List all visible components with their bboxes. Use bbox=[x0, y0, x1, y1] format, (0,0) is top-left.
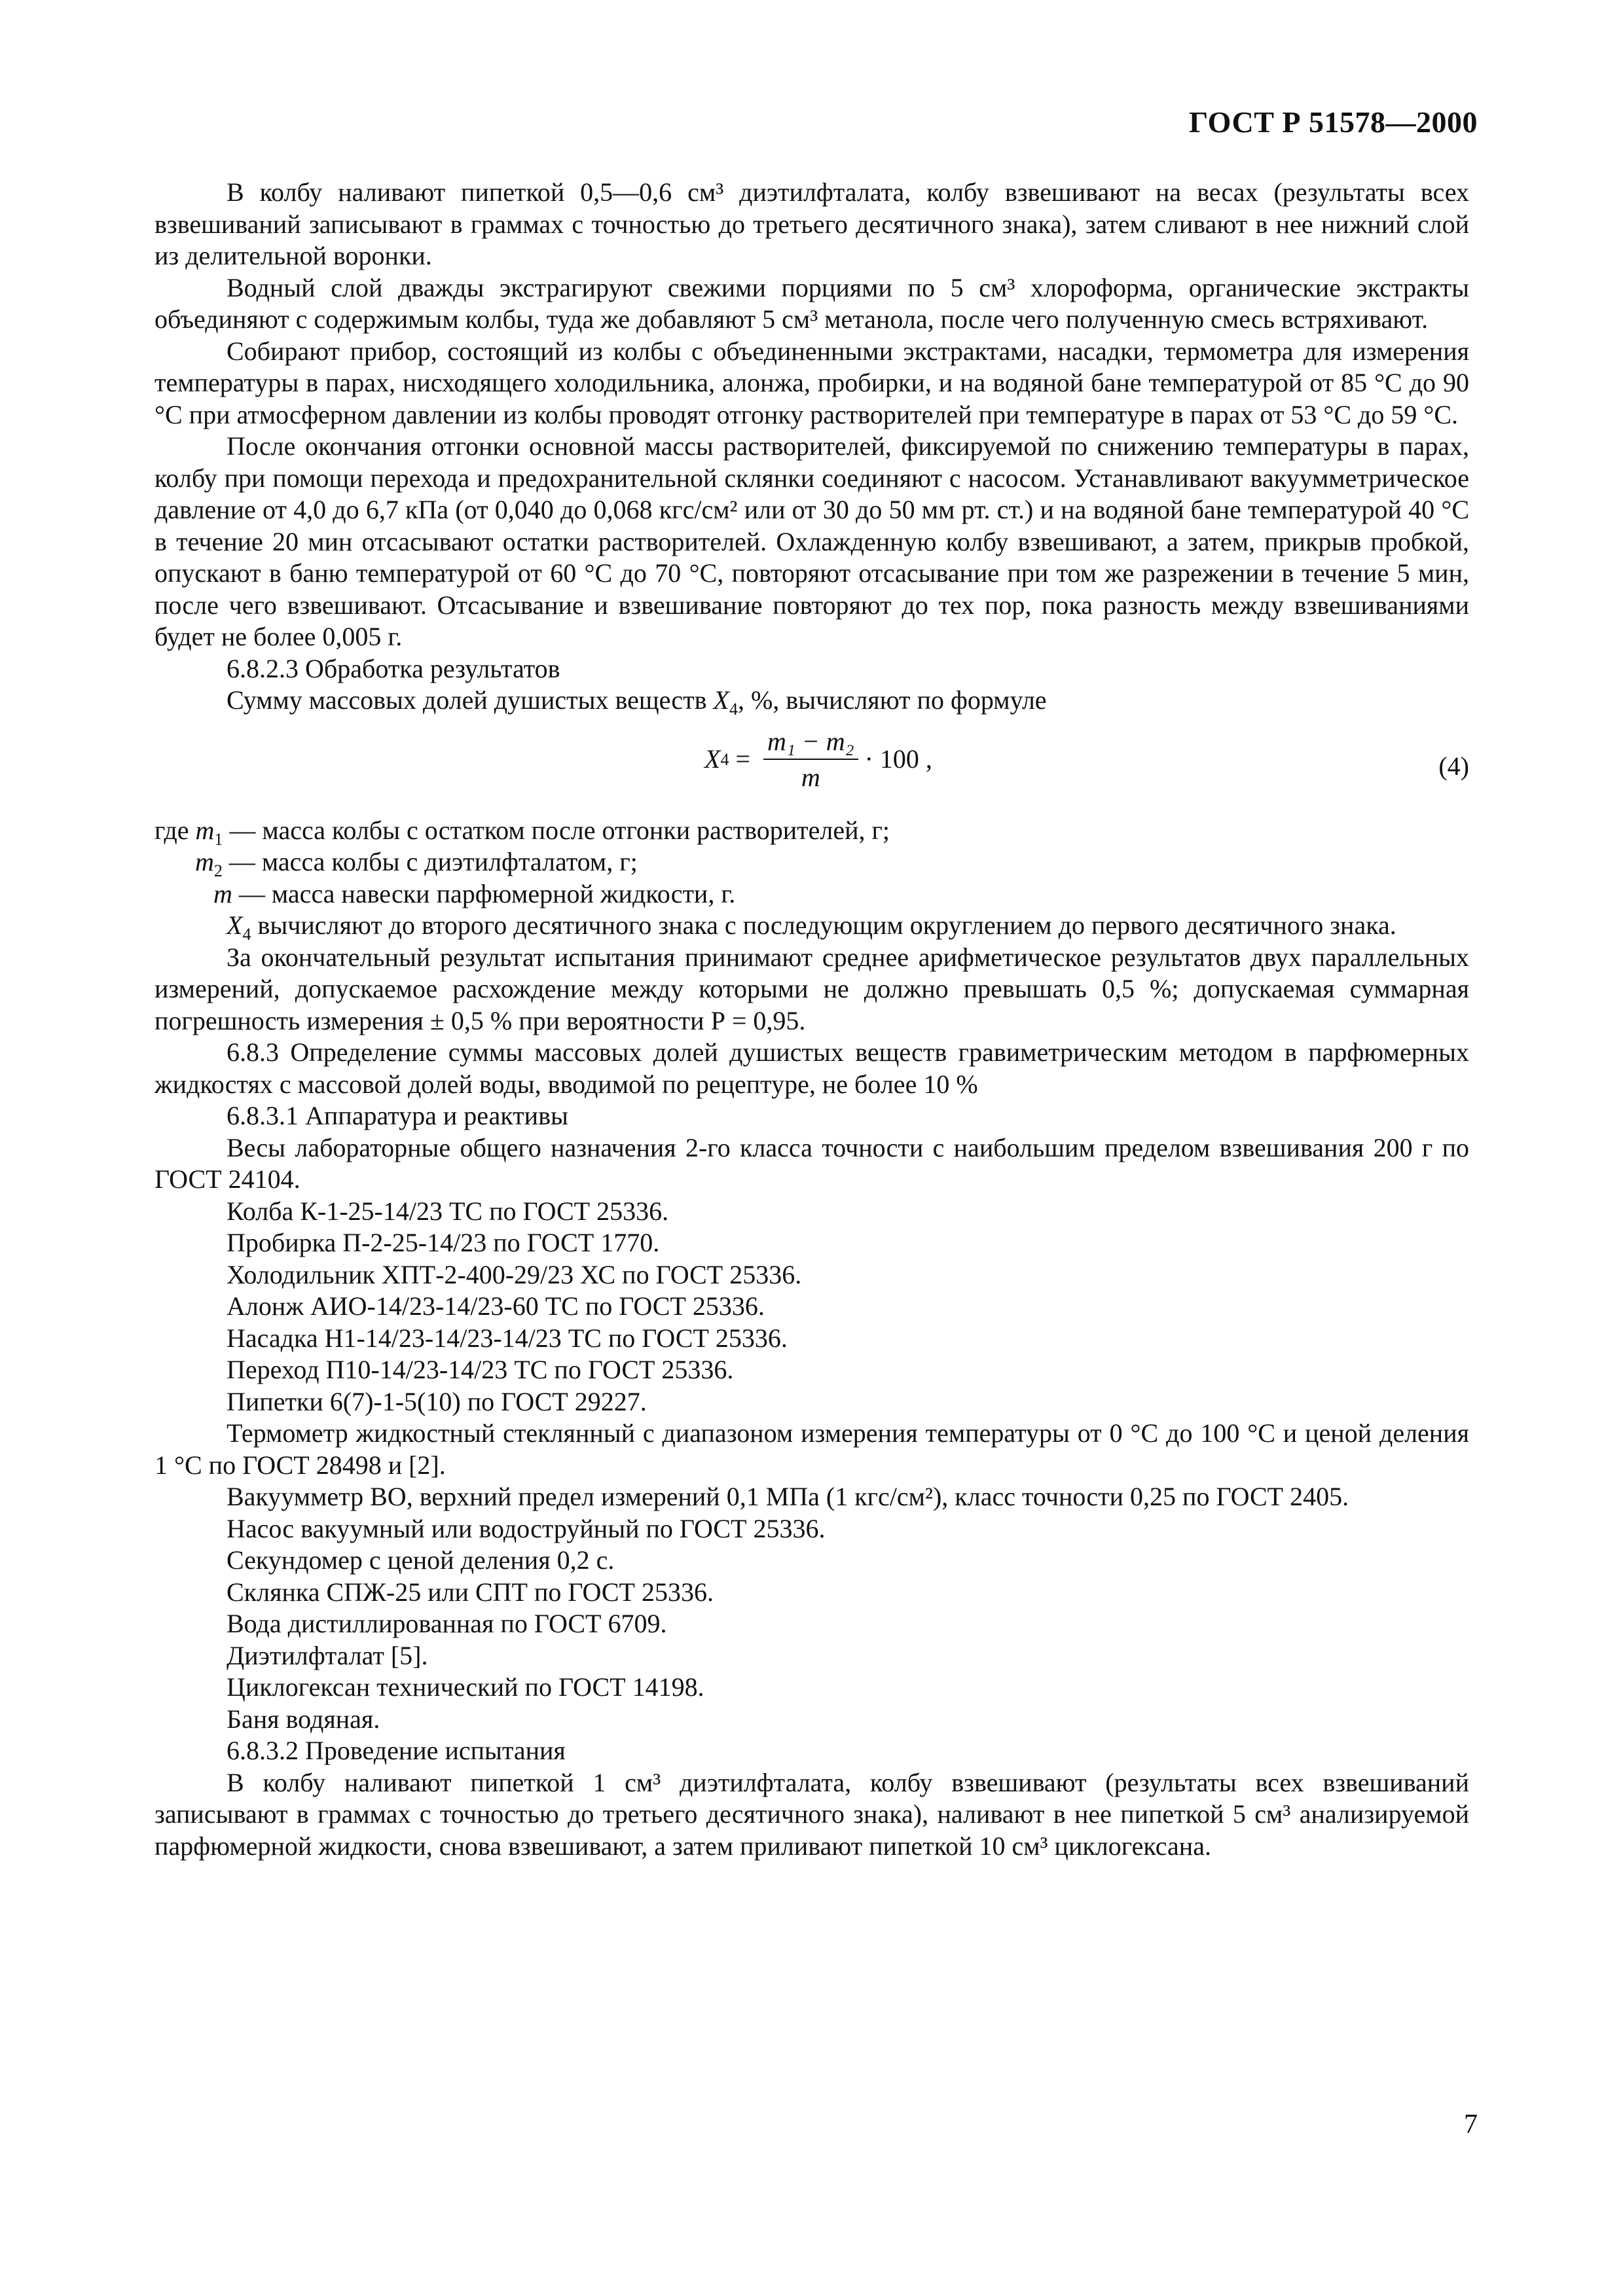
paragraph: Весы лабораторные общего назначения 2-го класса точности с наибольшим пределом взвешивания 200 г по ГОСТ 24104. bbox=[155, 1132, 1469, 1194]
section-heading: 6.8.2.3 Обработка результатов bbox=[227, 653, 560, 683]
text-span: Сумму массовых долей душистых веществ bbox=[227, 685, 714, 715]
list-item: Холодильник ХПТ-2-400-29/23 ХС по ГОСТ 25336. bbox=[227, 1259, 802, 1289]
section-heading: 6.8.3.1 Аппаратура и реактивы bbox=[227, 1101, 568, 1130]
legend-line bbox=[155, 878, 1469, 910]
subscript: 4 bbox=[242, 925, 251, 944]
text-span: где bbox=[155, 815, 196, 845]
variable: m bbox=[195, 847, 214, 876]
paragraph: После окончания отгонки основной массы растворителей, фиксируемой по снижению температуры в парах, колбу при помощи перехода и предохранительной склянки соединяют с насосом. Устанавливают вакуумметрическое давление от 4,0 до 6,7 кПа (от 0,040 до 0,068 кгс/см² или от 30 до 50 мм рт. ст.) и на водяной бане температурой 40 °С в течение 20 мин отсасывают остатки растворителей. Охлажденную колбу взвешивают, а затем, прикрыв пробкой, опускают в баню температурой от 60 °С до 70 °С, повторяют отсасывание при том же разрежении в течение 5 мин, после чего взвешивают. Отсасывание и взвешивание повторяют до тех пор, пока разность между взвешиваниями будет не более 0,005 г. bbox=[155, 431, 1469, 651]
text-span: — масса колбы с остатком после отгонки растворителей, г; bbox=[223, 815, 890, 845]
formula-expression: X 4 = $\frac{\text{m₁ − m₂}}{m}$ · 100 , bbox=[704, 726, 932, 792]
paragraph bbox=[155, 910, 1469, 942]
paragraph: За окончательный результат испытания принимают среднее арифметическое результатов двух параллельных измерений, допускаемое расхождение между которыми не должно превышать 0,5 %; допускаемая суммарная погрешность измерения ± 0,5 % при вероятности Р = 0,95. bbox=[155, 942, 1469, 1035]
paragraph: В колбу наливают пипеткой 1 см³ диэтилфталата, колбу взвешивают (результаты всех взвешиваний записывают в граммах с точностью до третьего десятичного знака), наливают в нее пипеткой 5 см³ анализируемой парфюмерной жидкости, снова взвешивают, а затем приливают пипеткой 10 см³ циклогексана. bbox=[155, 1767, 1469, 1861]
formula-tail: · 100 , bbox=[864, 744, 932, 774]
formula-4 bbox=[155, 722, 1469, 806]
text-span: — масса колбы с диэтилфталатом, г; bbox=[222, 847, 638, 876]
formula-numerator: m₁ − m₂ bbox=[763, 727, 858, 760]
section-heading: 6.8.3 Определение суммы массовых долей душистых веществ гравиметрическим методом в парфюмерных жидкостях с массовой долей воды, вводимой по рецептуре, не более 10 % bbox=[155, 1037, 1469, 1099]
document-body bbox=[155, 177, 1469, 1862]
variable: X bbox=[713, 685, 729, 715]
formula-equals: = bbox=[729, 744, 757, 774]
list-item: Диэтилфталат [5]. bbox=[227, 1640, 428, 1670]
variable: m bbox=[195, 815, 215, 845]
page-number: 7 bbox=[1464, 2109, 1478, 2140]
list-item: Пипетки 6(7)-1-5(10) по ГОСТ 29227. bbox=[227, 1386, 647, 1416]
legend-line bbox=[155, 846, 1469, 878]
section-heading: 6.8.3.2 Проведение испытания bbox=[227, 1736, 566, 1765]
subscript: 4 bbox=[729, 700, 738, 719]
formula-legend bbox=[155, 815, 1469, 910]
list-item: Насос вакуумный или водоструйный по ГОСТ 25336. bbox=[227, 1513, 826, 1543]
list-item: Переход П10-14/23-14/23 ТС по ГОСТ 25336. bbox=[227, 1355, 734, 1384]
list-item: Баня водяная. bbox=[227, 1704, 380, 1734]
formula-number: (4) bbox=[1438, 751, 1469, 781]
variable: X bbox=[227, 910, 243, 940]
list-item: Вода дистиллированная по ГОСТ 6709. bbox=[227, 1609, 667, 1638]
text-span: , %, вычисляют по формуле bbox=[737, 685, 1047, 715]
paragraph: Водный слой дважды экстрагируют свежими порциями по 5 см³ хлороформа, органические экстракты объединяют с содержимым колбы, туда же добавляют 5 см³ метанола, после чего полученную смесь встряхивают. bbox=[155, 272, 1469, 334]
document-header: ГОСТ Р 51578—2000 bbox=[1189, 105, 1478, 139]
list-item: Колба К-1-25-14/23 ТС по ГОСТ 25336. bbox=[227, 1196, 669, 1226]
list-item: Циклогексан технический по ГОСТ 14198. bbox=[227, 1672, 704, 1702]
list-item: Насадка Н1-14/23-14/23-14/23 ТС по ГОСТ 25336. bbox=[227, 1323, 788, 1353]
text-span: вычисляют до второго десятичного знака с последующим округлением до первого десятичного знака. bbox=[251, 910, 1396, 940]
paragraph bbox=[155, 685, 1469, 717]
list-item: Склянка СПЖ-25 или СПТ по ГОСТ 25336. bbox=[227, 1577, 714, 1607]
formula-denominator: m bbox=[801, 762, 820, 792]
subscript: 1 bbox=[214, 829, 223, 849]
subscript: 2 bbox=[213, 861, 223, 880]
formula-lhs-variable: X bbox=[704, 744, 721, 774]
formula-fraction bbox=[763, 727, 858, 793]
list-item: Вакуумметр ВО, верхний предел измерений 0,1 МПа (1 кгс/см²), класс точности 0,25 по ГОСТ 2405. bbox=[227, 1482, 1349, 1511]
paragraph: В колбу наливают пипеткой 0,5—0,6 см³ диэтилфталата, колбу взвешивают на весах (результаты всех взвешиваний записывают в граммах с точностью до третьего десятичного знака), затем сливают в нее нижний слой из делительной воронки. bbox=[155, 177, 1469, 270]
list-item: Алонж АИО-14/23-14/23-60 ТС по ГОСТ 25336. bbox=[227, 1291, 765, 1321]
paragraph: Собирают прибор, состоящий из колбы с объединенными экстрактами, насадки, термометра для измерения температуры в парах, нисходящего холодильника, алонжа, пробирки, и на водяной бане температурой от 85 °С до 90 °С при атмосферном давлении из колбы проводят отгонку растворителей при температуре в парах от 53 °С до 59 °С. bbox=[155, 336, 1469, 429]
list-item: Пробирка П-2-25-14/23 по ГОСТ 1770. bbox=[227, 1228, 660, 1257]
list-item: Секундомер с ценой деления 0,2 с. bbox=[227, 1545, 615, 1575]
text-span: — масса навески парфюмерной жидкости, г. bbox=[232, 878, 736, 908]
variable: m bbox=[213, 878, 232, 908]
list-item: Термометр жидкостный стеклянный с диапазоном измерения температуры от 0 °С до 100 °С и ценой деления 1 °С по ГОСТ 28498 и [2]. bbox=[155, 1418, 1469, 1480]
legend-line bbox=[155, 815, 1469, 847]
